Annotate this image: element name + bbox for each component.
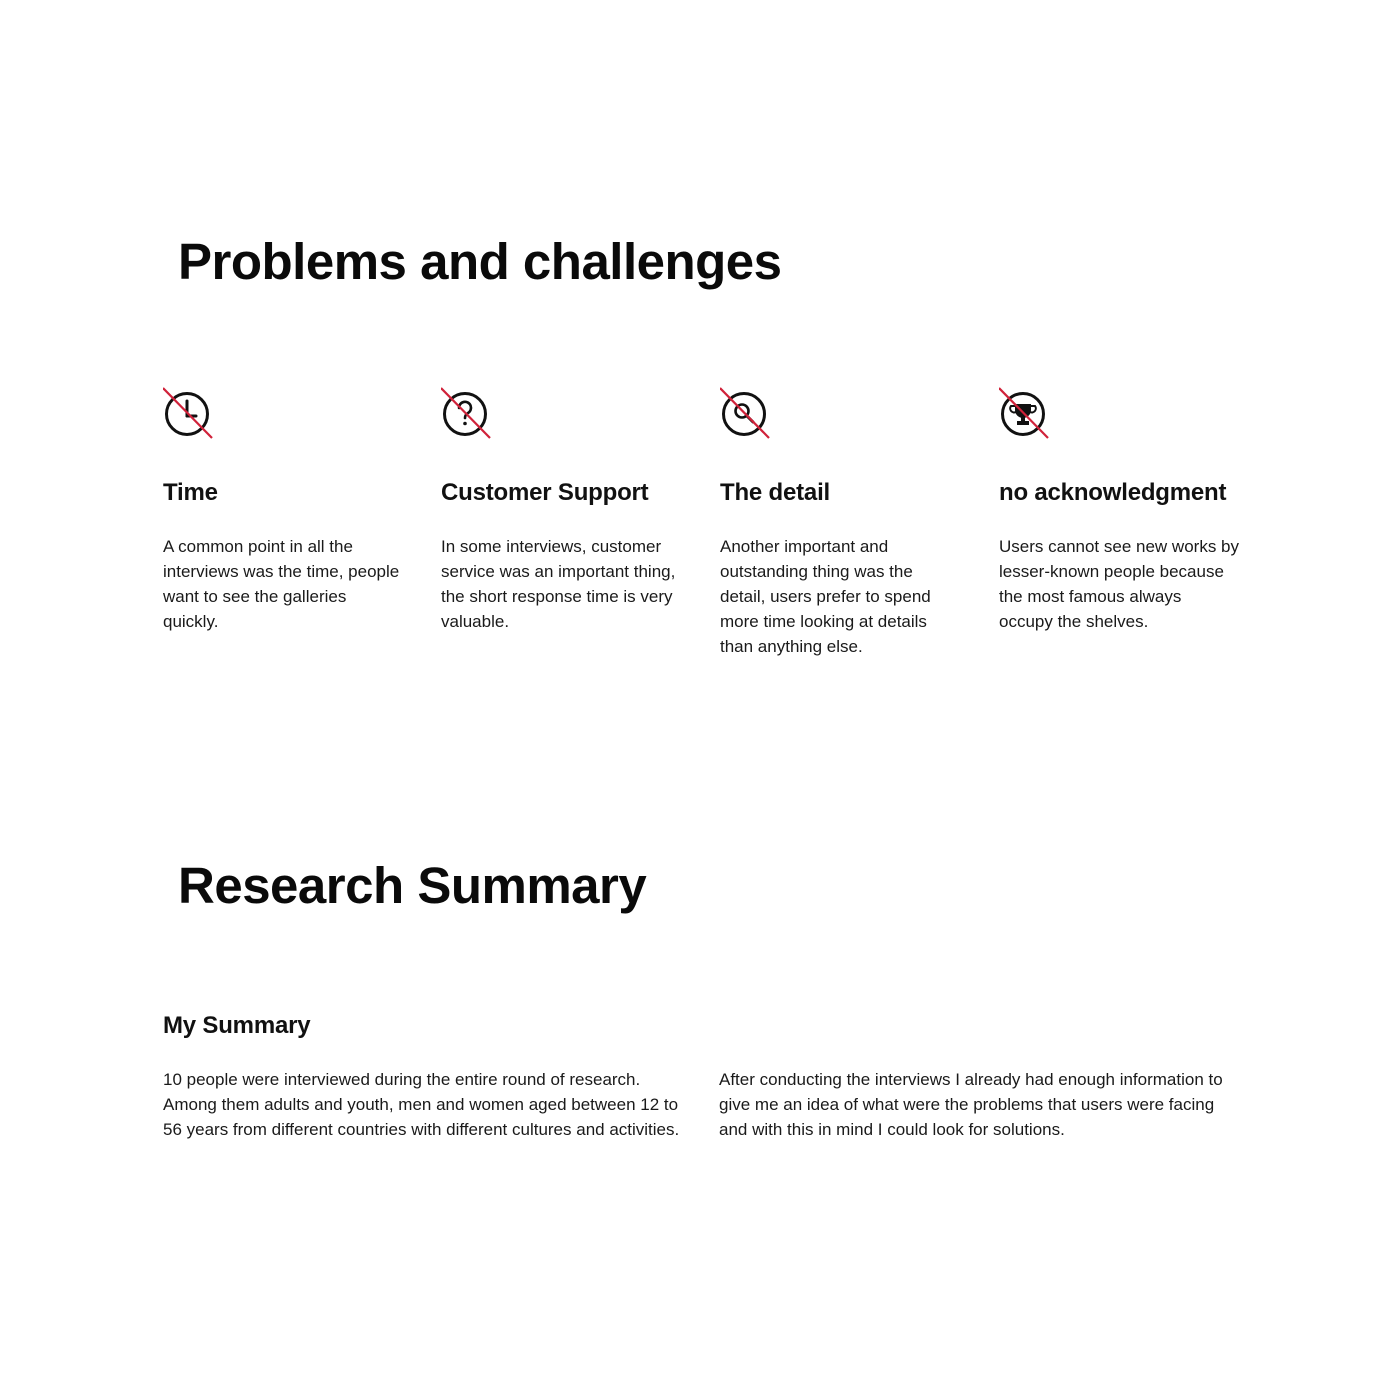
problem-title: no acknowledgment [999, 479, 1227, 506]
research-section-title: Research Summary [178, 857, 647, 914]
problem-description: A common point in all the interviews was the time, people want to see the galleries quickly. [163, 537, 400, 631]
question-crossed-icon [441, 386, 495, 442]
problem-card-customer-support [441, 386, 691, 631]
problem-description: In some interviews, customer service was an important thing, the short response time is very valuable. [441, 537, 676, 631]
summary-paragraph-left: 10 people were interviewed during the entire round of research. Among them adults and youth, men and women aged between 12 to 56 years from different countries with different cultures and activities. [163, 1070, 680, 1139]
trophy-crossed-icon [999, 386, 1053, 442]
summary-paragraph-right: After conducting the interviews I already had enough information to give me an idea of what were the problems that users were facing and with this in mind I could look for solutions. [719, 1070, 1223, 1139]
problem-card-the-detail [720, 386, 970, 656]
problem-card-no-acknowledgment [999, 386, 1249, 631]
clock-crossed-icon [163, 386, 217, 442]
problem-card-time [163, 386, 413, 631]
problem-title: Customer Support [441, 479, 649, 506]
summary-heading: My Summary [163, 1012, 311, 1039]
problem-description: Users cannot see new works by lesser-known people because the most famous always occupy the shelves. [999, 537, 1239, 631]
magnifier-crossed-icon [720, 386, 774, 442]
problem-title: The detail [720, 479, 831, 506]
problems-section-title: Problems and challenges [178, 233, 782, 290]
problem-title: Time [163, 479, 218, 506]
problem-description: Another important and outstanding thing was the detail, users prefer to spend more time looking at details than anything else. [720, 537, 931, 656]
